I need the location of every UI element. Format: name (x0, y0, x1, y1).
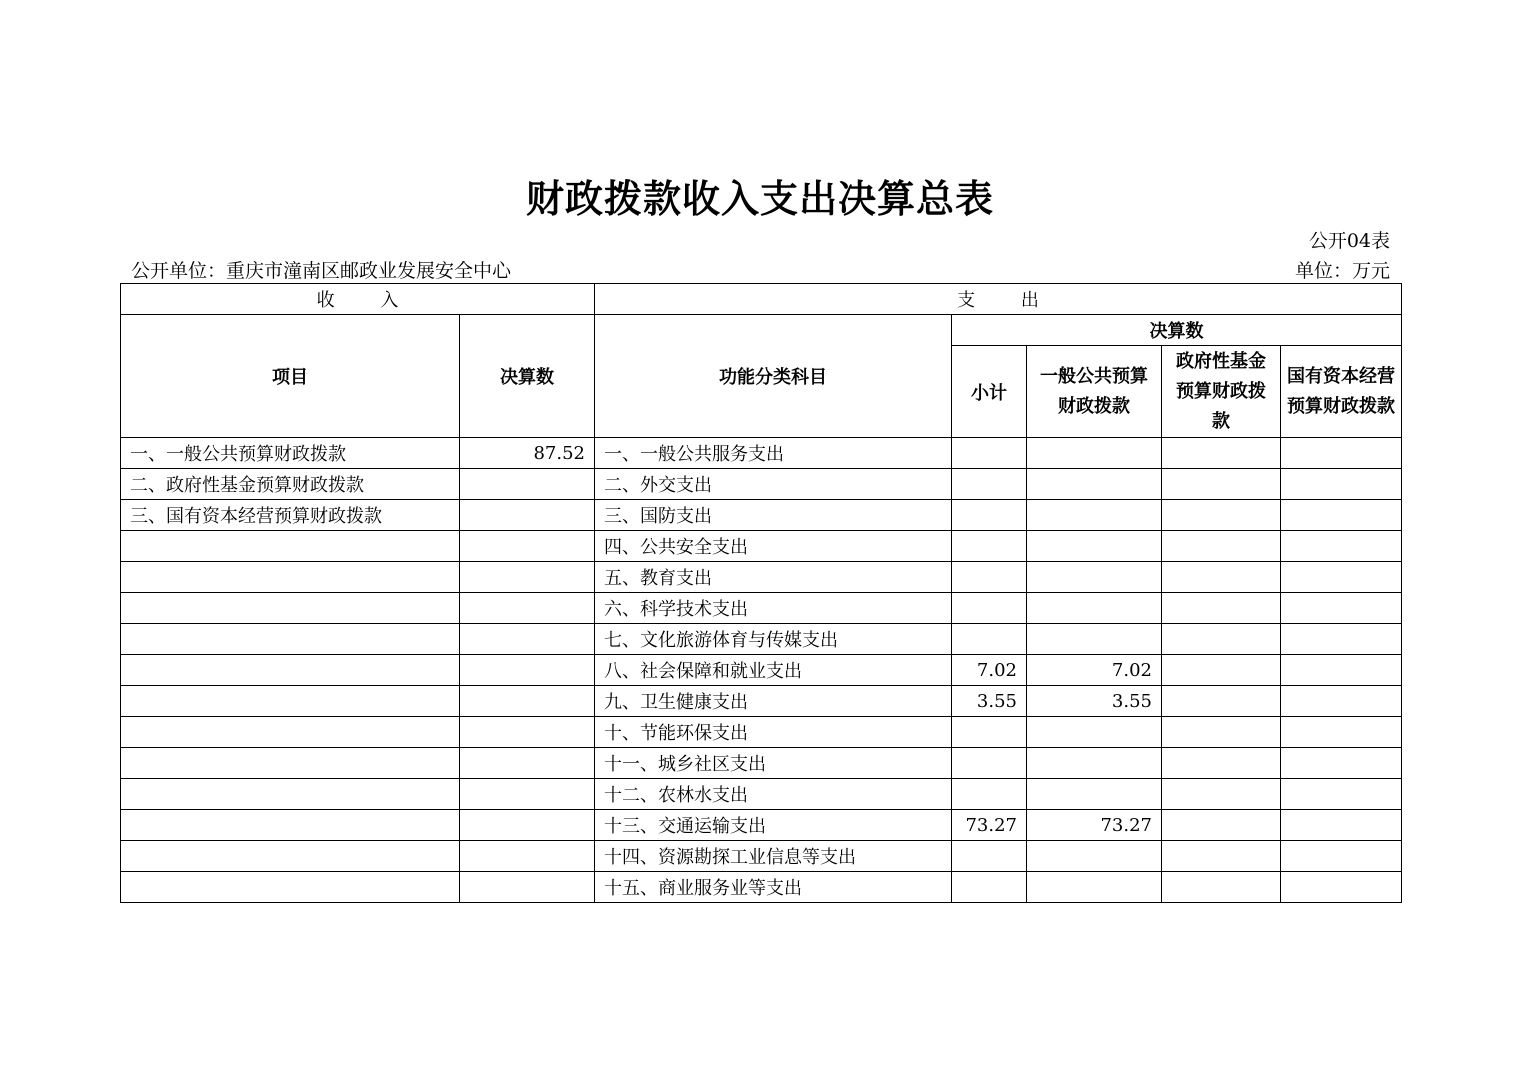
general-budget-cell (1027, 841, 1162, 872)
state-capital-cell (1281, 562, 1402, 593)
table-row (121, 624, 1402, 655)
gov-fund-cell (1162, 872, 1281, 903)
income-item-cell (121, 841, 460, 872)
gov-fund-cell (1162, 810, 1281, 841)
gov-fund-cell (1162, 593, 1281, 624)
gov-fund-cell (1162, 624, 1281, 655)
general-budget-cell: 7.02 (1027, 655, 1162, 686)
table-row (121, 748, 1402, 779)
income-item-cell: 一、一般公共预算财政拨款 (121, 438, 460, 469)
subtotal-cell: 73.27 (952, 810, 1027, 841)
expense-item-cell: 十三、交通运输支出 (595, 810, 952, 841)
income-amount-cell (460, 655, 595, 686)
general-budget-cell (1027, 717, 1162, 748)
subtotal-cell (952, 748, 1027, 779)
expense-item-cell: 十五、商业服务业等支出 (595, 872, 952, 903)
general-budget-cell (1027, 562, 1162, 593)
income-item-cell (121, 531, 460, 562)
subtotal-cell (952, 438, 1027, 469)
subtotal-cell (952, 500, 1027, 531)
subtotal-cell (952, 531, 1027, 562)
gov-fund-cell (1162, 841, 1281, 872)
general-budget-cell (1027, 469, 1162, 500)
income-amount-cell (460, 841, 595, 872)
page-title: 财政拨款收入支出决算总表 (525, 176, 994, 221)
table-row (121, 717, 1402, 748)
expense-item-cell: 三、国防支出 (595, 500, 952, 531)
subtotal-cell (952, 593, 1027, 624)
income-item-cell (121, 717, 460, 748)
income-item-cell (121, 655, 460, 686)
gov-fund-cell (1162, 748, 1281, 779)
general-budget-cell: 3.55 (1027, 686, 1162, 717)
subtotal-cell (952, 872, 1027, 903)
income-item-cell (121, 810, 460, 841)
expense-item-cell: 六、科学技术支出 (595, 593, 952, 624)
header-row-2 (121, 315, 1402, 346)
state-capital-cell (1281, 593, 1402, 624)
state-capital-cell (1281, 624, 1402, 655)
table-row (121, 655, 1402, 686)
income-amount-cell (460, 717, 595, 748)
table-row (121, 872, 1402, 903)
income-amount-cell (460, 593, 595, 624)
general-budget-cell (1027, 872, 1162, 903)
income-amount-cell (460, 624, 595, 655)
subtotal-cell (952, 779, 1027, 810)
income-amount-cell (460, 500, 595, 531)
header-row-1 (121, 284, 1402, 315)
income-item-cell (121, 624, 460, 655)
expense-item-cell: 十二、农林水支出 (595, 779, 952, 810)
general-budget-cell (1027, 779, 1162, 810)
state-capital-cell (1281, 841, 1402, 872)
gov-fund-cell (1162, 779, 1281, 810)
expense-item-cell: 十四、资源勘探工业信息等支出 (595, 841, 952, 872)
final-amount-header: 决算数 (460, 315, 595, 438)
state-capital-cell (1281, 531, 1402, 562)
general-budget-cell (1027, 624, 1162, 655)
gov-fund-cell (1162, 531, 1281, 562)
state-capital-cell (1281, 686, 1402, 717)
expense-item-cell: 七、文化旅游体育与传媒支出 (595, 624, 952, 655)
table-row (121, 841, 1402, 872)
gov-fund-header: 政府性基金预算财政拨款 (1162, 346, 1281, 438)
table-row (121, 438, 1402, 469)
income-item-cell (121, 779, 460, 810)
income-amount-cell (460, 686, 595, 717)
general-budget-cell (1027, 500, 1162, 531)
subtotal-cell: 7.02 (952, 655, 1027, 686)
expense-item-cell: 十、节能环保支出 (595, 717, 952, 748)
gov-fund-cell (1162, 686, 1281, 717)
state-capital-cell (1281, 500, 1402, 531)
income-amount-cell (460, 810, 595, 841)
state-capital-cell (1281, 469, 1402, 500)
income-amount-cell (460, 872, 595, 903)
subtotal-cell (952, 469, 1027, 500)
table-row (121, 810, 1402, 841)
expense-item-cell: 二、外交支出 (595, 469, 952, 500)
income-item-cell (121, 872, 460, 903)
reporting-unit: 公开单位：重庆市潼南区邮政业发展安全中心 (131, 260, 512, 282)
gov-fund-cell (1162, 500, 1281, 531)
income-header: 收 入 (121, 284, 595, 315)
income-amount-cell (460, 748, 595, 779)
subtotal-cell: 3.55 (952, 686, 1027, 717)
subtotal-cell (952, 562, 1027, 593)
state-capital-cell (1281, 872, 1402, 903)
currency-unit: 单位：万元 (1294, 260, 1390, 282)
general-budget-cell: 73.27 (1027, 810, 1162, 841)
income-item-cell (121, 748, 460, 779)
expense-header: 支 出 (595, 284, 1402, 315)
gov-fund-cell (1162, 717, 1281, 748)
subtotal-cell (952, 717, 1027, 748)
state-capital-cell (1281, 779, 1402, 810)
state-capital-cell (1281, 438, 1402, 469)
gov-fund-cell (1162, 469, 1281, 500)
table-row (121, 562, 1402, 593)
income-item-cell (121, 562, 460, 593)
table-row (121, 500, 1402, 531)
table-row (121, 469, 1402, 500)
expense-item-cell: 一、一般公共服务支出 (595, 438, 952, 469)
expense-item-cell: 五、教育支出 (595, 562, 952, 593)
gov-fund-cell (1162, 655, 1281, 686)
general-budget-cell (1027, 748, 1162, 779)
state-capital-cell (1281, 717, 1402, 748)
general-budget-header: 一般公共预算财政拨款 (1027, 346, 1162, 438)
general-budget-cell (1027, 593, 1162, 624)
state-capital-cell (1281, 748, 1402, 779)
income-amount-cell: 87.52 (460, 438, 595, 469)
income-item-cell (121, 686, 460, 717)
subtotal-cell (952, 841, 1027, 872)
state-capital-cell (1281, 810, 1402, 841)
table-row (121, 779, 1402, 810)
income-item-cell: 二、政府性基金预算财政拨款 (121, 469, 460, 500)
general-budget-cell (1027, 531, 1162, 562)
income-item-cell: 三、国有资本经营预算财政拨款 (121, 500, 460, 531)
table-row (121, 593, 1402, 624)
subtotal-header: 小计 (952, 346, 1027, 438)
function-class-header: 功能分类科目 (595, 315, 952, 438)
income-amount-cell (460, 469, 595, 500)
table-row (121, 686, 1402, 717)
state-capital-header: 国有资本经营预算财政拨款 (1281, 346, 1402, 438)
expense-item-cell: 八、社会保障和就业支出 (595, 655, 952, 686)
expense-item-cell: 四、公共安全支出 (595, 531, 952, 562)
income-amount-cell (460, 562, 595, 593)
income-amount-cell (460, 779, 595, 810)
income-item-cell (121, 593, 460, 624)
table-row (121, 531, 1402, 562)
gov-fund-cell (1162, 562, 1281, 593)
table-number: 公开04表 (1308, 230, 1390, 252)
expense-item-cell: 九、卫生健康支出 (595, 686, 952, 717)
item-header: 项目 (121, 315, 460, 438)
final-amount-group-header: 决算数 (952, 315, 1402, 346)
gov-fund-cell (1162, 438, 1281, 469)
general-budget-cell (1027, 438, 1162, 469)
subtotal-cell (952, 624, 1027, 655)
budget-table (120, 283, 1402, 903)
state-capital-cell (1281, 655, 1402, 686)
expense-item-cell: 十一、城乡社区支出 (595, 748, 952, 779)
income-amount-cell (460, 531, 595, 562)
